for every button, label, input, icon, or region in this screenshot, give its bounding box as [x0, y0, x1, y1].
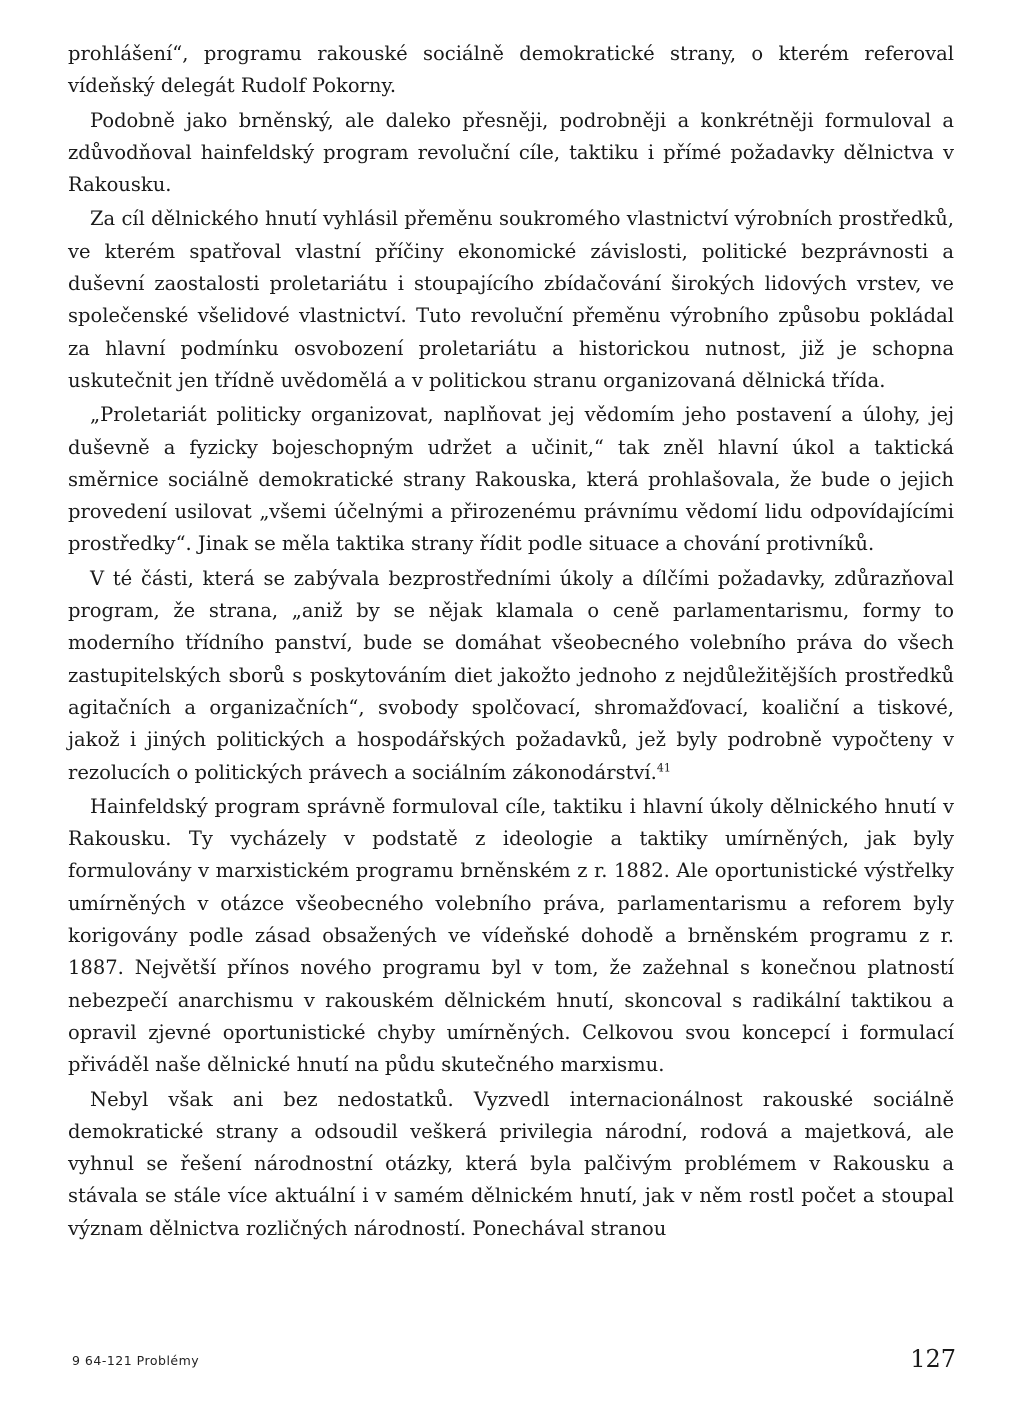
paragraph-2: Podobně jako brněnský, ale daleko přesněji, podrobněji a konkrétněji formuloval a zdůvodňoval hainfeldský program revoluční cíle, taktiku i přímé požadavky dělnictva v Rakousku.: [68, 108, 954, 197]
paragraph-1: prohlášení“, programu rakouské sociálně demokratické strany, o kterém referoval vídeňský delegát Rudolf Pokorny.: [68, 42, 954, 98]
paragraph-7: Nebyl však ani bez nedostatků. Vyzvedl internacionálnost rakouské sociálně demokratické strany a odsoudil veškerá privilegia národní, rodová a majetková, ale vyhnul se řešení národnostní otázky, která byla palčivým problémem v Rakousku a stávala se stále více aktuální i v samém dělnickém hnutí, jak v něm rostl počet a stoupal význam dělnictva rozličných národností. Ponechával stranou: [68, 1087, 954, 1240]
paragraph-6: Hainfeldský program správně formuloval cíle, taktiku i hlavní úkoly dělnického hnutí v Rakousku. Ty vycházely v podstatě z ideologie a taktiky umírněných, jak byly formulovány v marxistickém programu brněnském z r. 1882. Ale oportunistické výstřelky umírněných v otázce všeobecného volebního práva, parlamentarismu a reforem byly korigovány podle zásad obsažených ve vídeňské dohodě a brněnském programu z r. 1887. Největší přínos nového programu byl v tom, že zažehnal s konečnou platností nebezpečí anarchismu v rakouském dělnickém hnutí, skoncoval s radikální taktikou a opravil zjevné oportunistické chyby umírněných. Celkovou svou koncepcí i formulací přiváděl naše dělnické hnutí na půdu skutečného marxismu.: [68, 794, 954, 1077]
printer-signature: 9 64-121 Problémy: [72, 1353, 200, 1368]
paragraph-4: „Proletariát politicky organizovat, naplňovat jej vědomím jeho postavení a úlohy, jej duševně a fyzicky bojeschopným udržet a učinit,“ tak zněl hlavní úkol a taktická směrnice sociálně demokratické strany Rakouska, která prohlašovala, že bude o jejich provedení usilovat „všemi účelnými a přirozenému právnímu vědomí lidu odpovídajícími prostředky“. Jinak se měla taktika strany řídit podle situace a chování protivníků.: [68, 403, 954, 556]
paragraph-5: [68, 563, 954, 789]
page-body: [68, 38, 954, 1247]
page-number: 127: [910, 1345, 956, 1373]
paragraph-5-text: V té části, která se zabývala bezprostředními úkoly a dílčími požadavky, zdůrazňoval program, že strana, „aniž by se nějak klamala o ceně parlamentarismu, formy to moderního třídního panství, bude se domáhat všeobecného volebního práva do všech zastupitelských sborů s poskytováním diet jakožto jednoho z nejdůležitějších prostředků agitačních a organizačních“, svobody spolčovací, shromažďovací, koaliční a tiskové, jakož i jiných politických a hospodářských požadavků, jež byly podrobně vypočteny v rezolucích o politických právech a sociálním zákonodárství.: [68, 566, 954, 784]
footnote-reference: 41: [656, 761, 671, 775]
paragraph-3: Za cíl dělnického hnutí vyhlásil přeměnu soukromého vlastnictví výrobních prostředků, ve kterém spatřoval vlastní příčiny ekonomické závislosti, politické bezprávnosti a duševní zaostalosti proletariátu i stoupajícího zbídačování širokých lidových vrstev, ve společenské všelidové vlastnictví. Tuto revoluční přeměnu výrobního způsobu pokládal za hlavní podmínku osvobození proletariátu a historickou nutnost, již je schopna uskutečnit jen třídně uvědomělá a v politickou stranu organizovaná dělnická třída.: [68, 207, 954, 392]
page-footer: [72, 1345, 956, 1385]
